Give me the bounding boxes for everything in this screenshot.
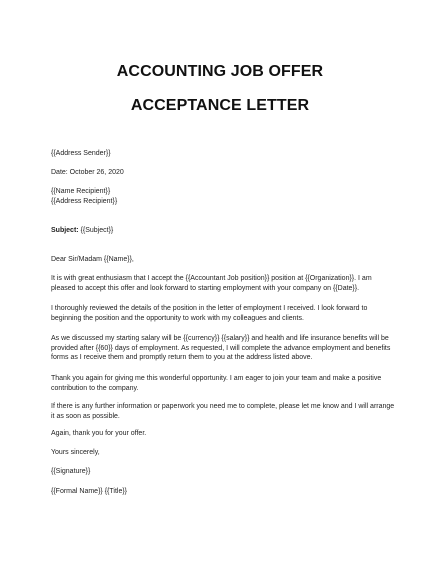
- paragraph-acceptance: It is with great enthusiasm that I accept the {{Accountant Job position}} position at {{Organization}}. I am pleased to accept this offer and look forward to starting employment with your company on {{Date}}.: [51, 275, 372, 292]
- subject-label: Subject:: [51, 227, 79, 234]
- sign-off: Yours sincerely,: [51, 449, 100, 456]
- paragraph-thanks: Thank you again for giving me this wonderful opportunity. I am eager to join your team and make a positive contribution to the company.: [51, 375, 382, 392]
- paragraph-review: I thoroughly reviewed the details of the position in the letter of employment I received. I look forward to beginning the position and the opportunity to work with my colleagues and clients.: [51, 305, 368, 322]
- formal-name-title: {{Formal Name}} {{Title}}: [51, 488, 128, 495]
- address-sender: {{Address Sender}}: [51, 150, 111, 157]
- document-title-line-2: ACCEPTANCE LETTER: [130, 97, 310, 114]
- signature-placeholder: {{Signature}}: [51, 468, 91, 475]
- document-title-line-1: ACCOUNTING JOB OFFER: [116, 63, 324, 80]
- recipient-address: {{Address Recipient}}: [51, 198, 118, 205]
- recipient-name: {{Name Recipient}}: [51, 188, 111, 195]
- paragraph-closing-thanks: Again, thank you for your offer.: [51, 430, 147, 437]
- paragraph-salary: As we discussed my starting salary will be {{currency}} {{salary}} and health and life insurance benefits will be provided after {{60}} days of employment. As requested, I will complete the advance employment and benefits forms as I receive them and promptly return them to you at the address listed above.: [51, 335, 391, 361]
- letter-date: Date: October 26, 2020: [51, 169, 124, 176]
- subject-value: {{Subject}}: [78, 227, 114, 234]
- subject-line: [51, 226, 113, 236]
- salutation: Dear Sir/Madam {{Name}},: [51, 256, 134, 263]
- paragraph-further-info: If there is any further information or paperwork you need me to complete, please let me know and I will arrange it as soon as possible.: [51, 403, 395, 420]
